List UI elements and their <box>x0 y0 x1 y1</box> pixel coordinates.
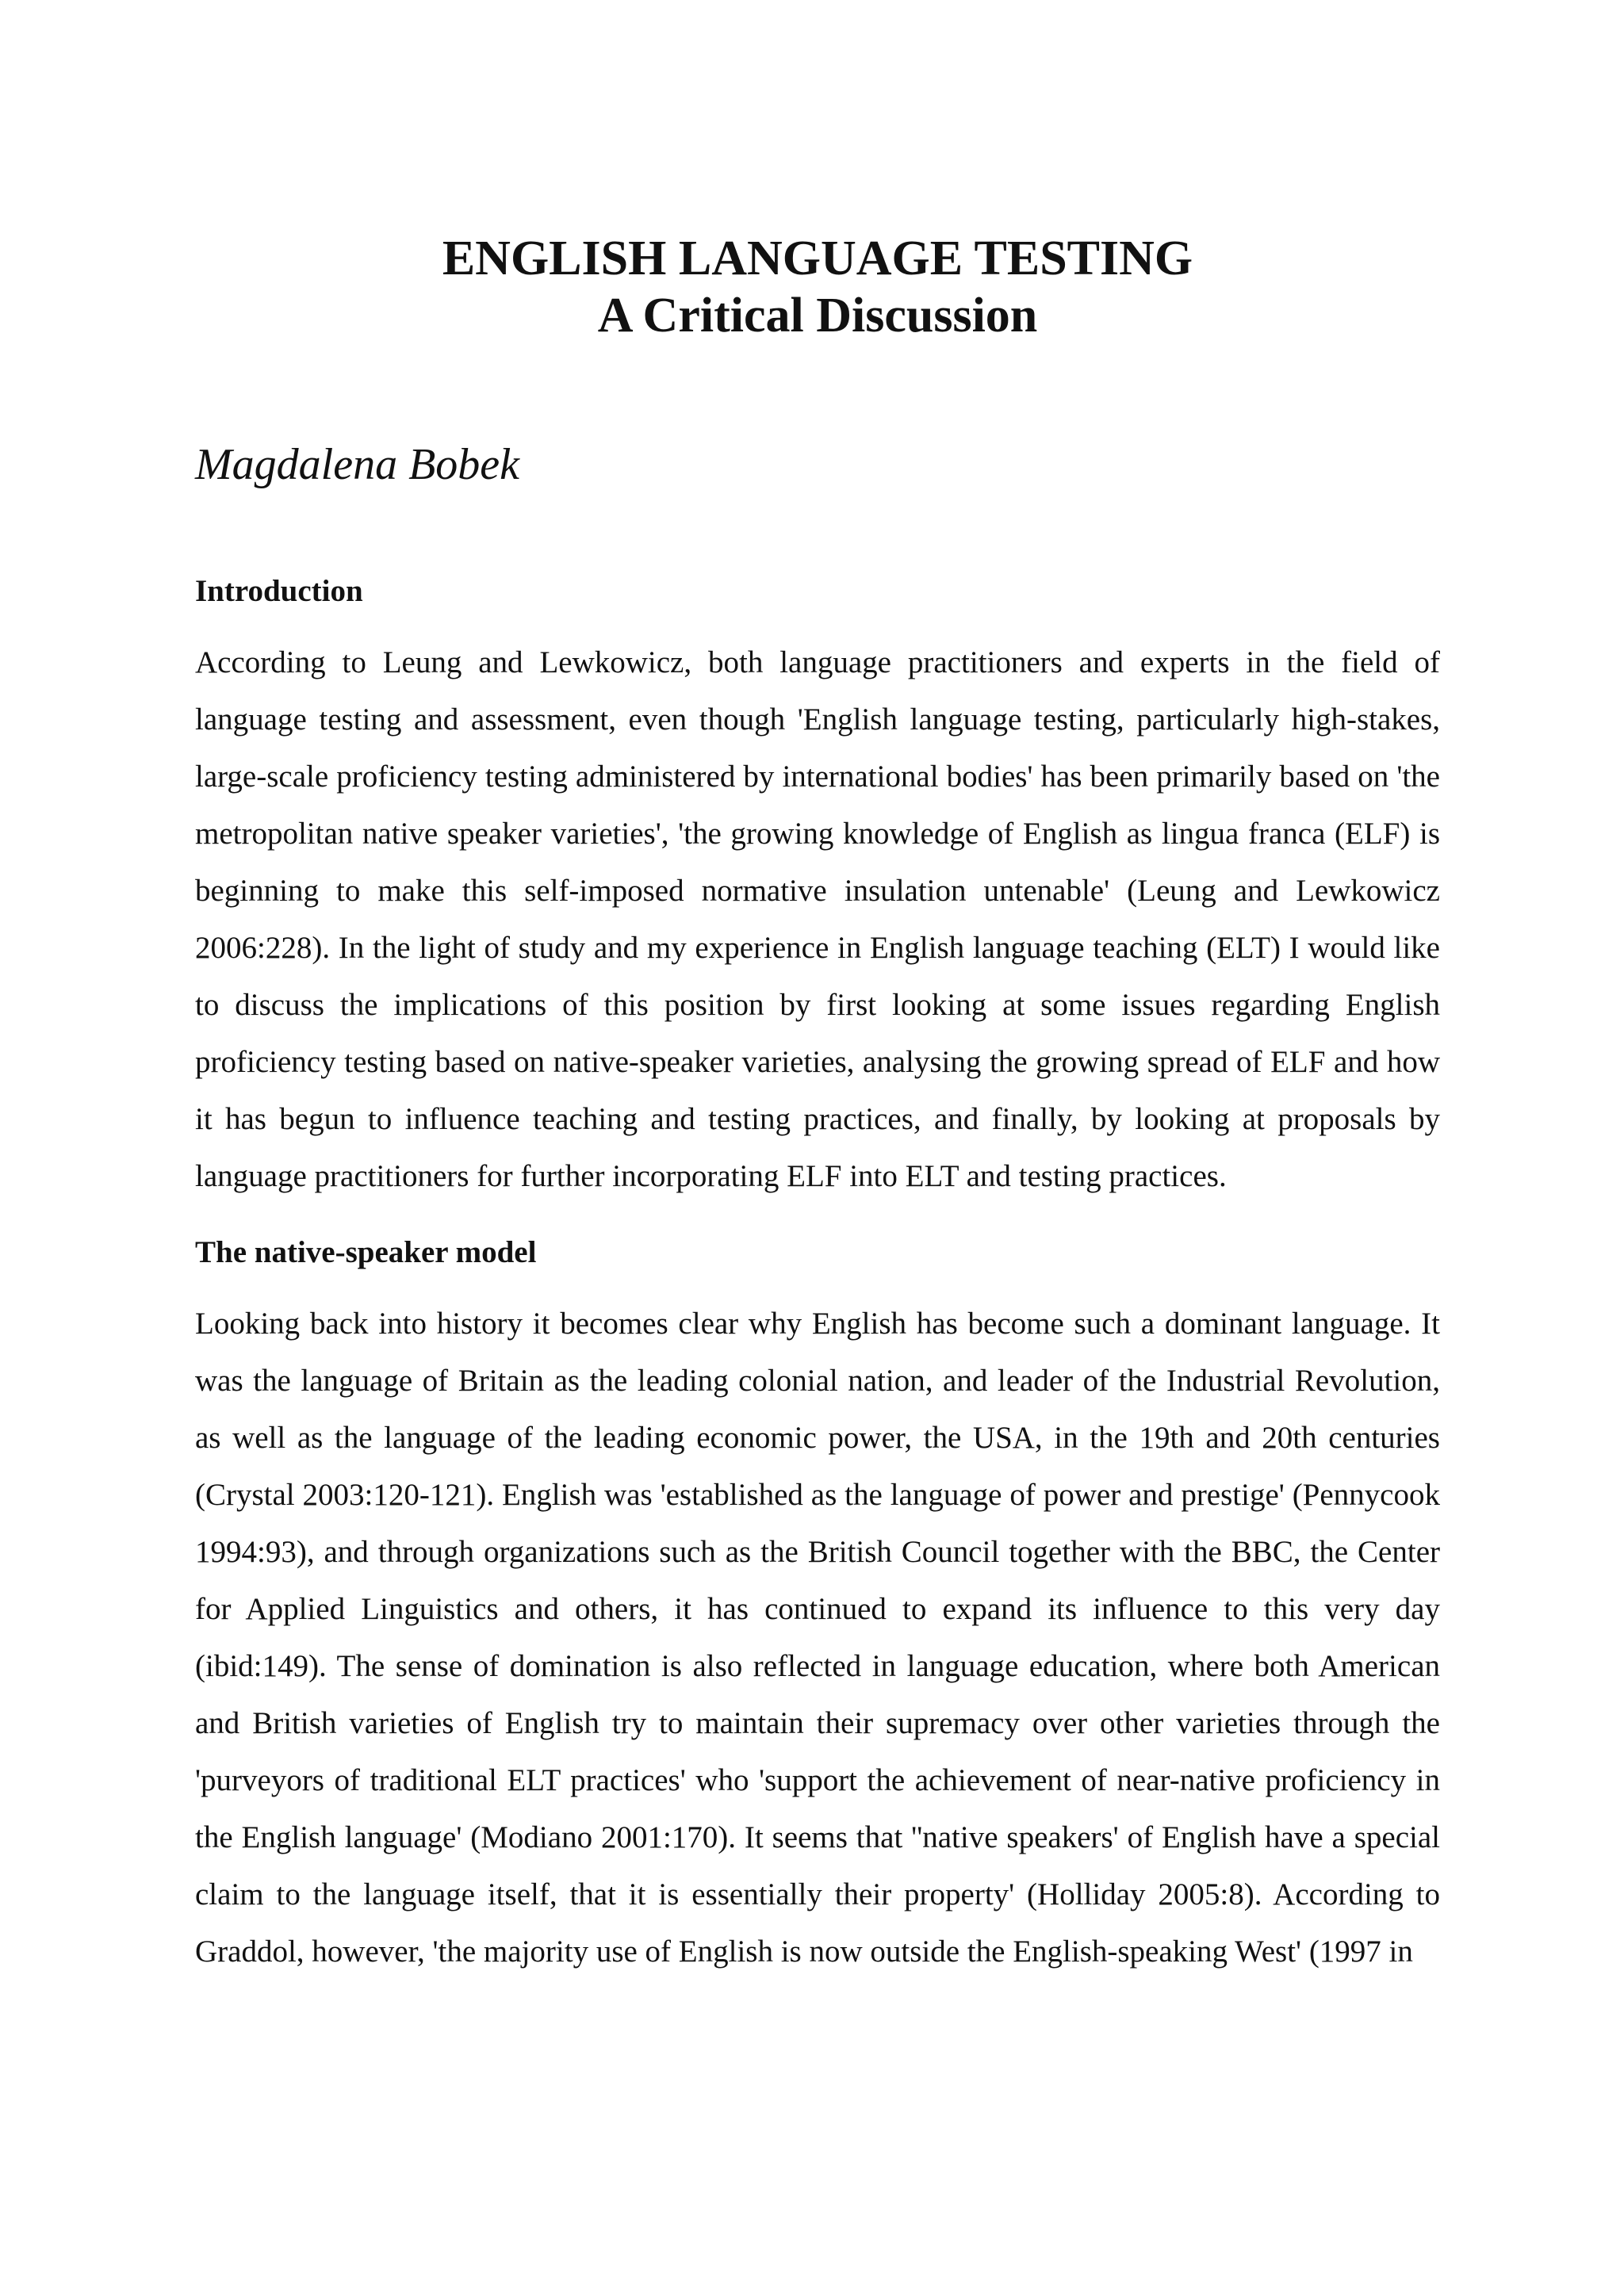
section-heading-native-speaker-model: The native-speaker model <box>195 1235 537 1269</box>
paragraph-native-speaker-model: Looking back into history it becomes clear why English has become such a dominant language. It was the language of Britain as the leading colonial nation, and leader of the Industrial Revolution, as well as the language of the leading economic power, the USA, in the 19th and 20th centuries (Crystal 2003:120-121). English was 'established as the language of power and prestige' (Pennycook 1994:93), and through organizations such as the British Council together with the BBC, the Center for Applied Linguistics and others, it has continued to expand its influence to this very day (ibid:149). The sense of domination is also reflected in language education, where both American and British varieties of English try to maintain their supremacy over other varieties through the 'purveyors of traditional ELT practices' who 'support the achievement of near-native proficiency in the English language' (Modiano 2001:170). It seems that ''native speakers' of English have a special claim to the language itself, that it is essentially their property' (Holliday 2005:8). According to Graddol, however, 'the majority use of English is now outside the English-speaking West' (1997 in <box>195 1307 1440 1969</box>
paragraph-introduction: According to Leung and Lewkowicz, both language practitioners and experts in the field of language testing and assessment, even though 'English language testing, particularly high-stakes, large-scale proficiency testing administered by international bodies' has been primarily based on 'the metropolitan native speaker varieties', 'the growing knowledge of English as lingua franca (ELF) is beginning to make this self-imposed normative insulation untenable' (Leung and Lewkowicz 2006:228). In the light of study and my experience in English language teaching (ELT) I would like to discuss the implications of this position by first looking at some issues regarding English proficiency testing based on native-speaker varieties, analysing the growing spread of ELF and how it has begun to influence teaching and testing practices, and finally, by looking at proposals by language practitioners for further incorporating ELF into ELT and testing practices. <box>195 645 1440 1193</box>
title-line-1: ENGLISH LANGUAGE TESTING <box>442 232 1193 285</box>
document-title <box>195 230 1440 344</box>
author-name: Magdalena Bobek <box>195 440 519 489</box>
section-heading-introduction: Introduction <box>195 574 363 608</box>
title-line-2: A Critical Discussion <box>597 289 1038 342</box>
